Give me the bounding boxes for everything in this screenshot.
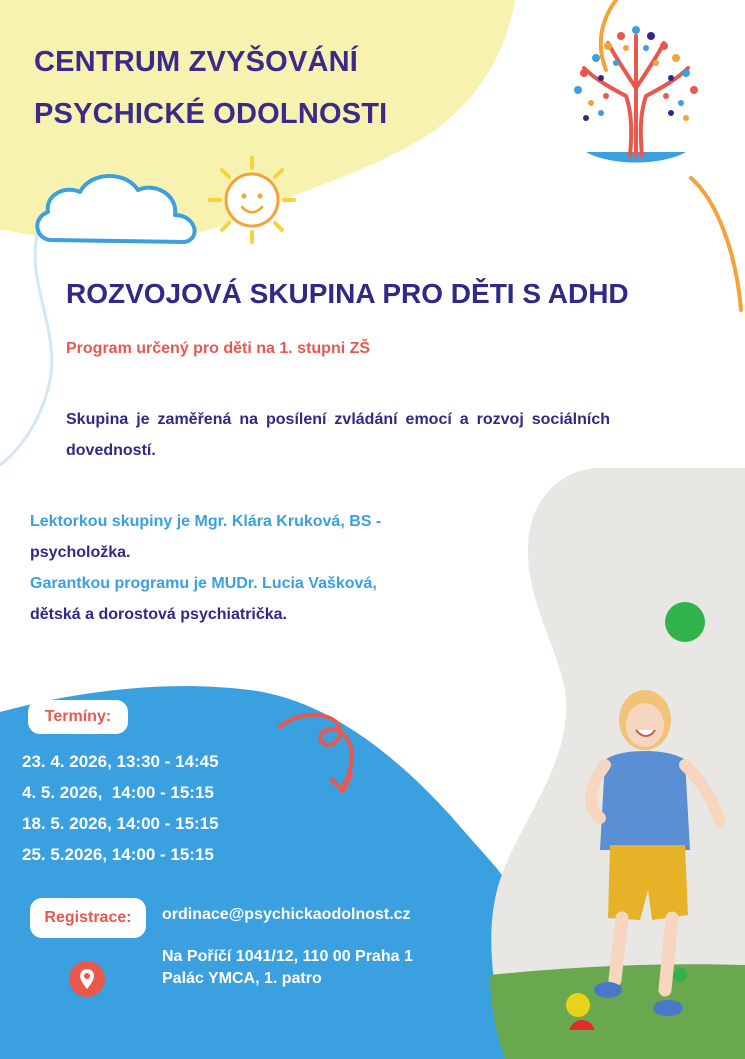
schedule-label: Termíny:: [28, 700, 128, 734]
child-shorts: [608, 845, 688, 920]
red-ball: [569, 1020, 595, 1030]
date-item: 25. 5.2026, 14:00 - 15:15: [22, 845, 214, 864]
date-item: 4. 5. 2026, 14:00 - 15:15: [22, 783, 214, 802]
org-name-line-1: CENTRUM ZVYŠOVÁNÍ: [34, 46, 359, 78]
registration-label: Registrace:: [30, 898, 146, 938]
cloud-icon: [30, 160, 215, 255]
child-photo: [560, 590, 745, 1030]
yellow-ball: [566, 993, 590, 1017]
guarantor-line-2: dětská a dorostová psychiatrička.: [30, 606, 287, 623]
address-line-2: Palác YMCA, 1. patro: [162, 970, 322, 987]
green-ball: [665, 602, 705, 642]
email-link[interactable]: ordinace@psychickaodolnost.cz: [162, 906, 411, 923]
subtitle: Program určený pro děti na 1. stupni ZŠ: [66, 340, 371, 357]
location-pin-icon: [68, 960, 106, 998]
schedule-dates: [22, 746, 219, 870]
lecturer-line-1: Lektorkou skupiny je Mgr. Klára Kruková, BS -: [30, 513, 382, 530]
tree-logo: [556, 18, 716, 176]
address-line-1: Na Poříčí 1041/12, 110 00 Praha 1: [162, 948, 413, 965]
org-name-line-2: PSYCHICKÉ ODOLNOSTI: [34, 98, 388, 130]
sun-icon: [200, 150, 305, 250]
organization-name: [34, 36, 387, 140]
date-item: 18. 5. 2026, 14:00 - 15:15: [22, 814, 219, 833]
child-shirt: [600, 751, 690, 850]
lecturer-line-2: psycholožka.: [30, 544, 131, 561]
staff-info: [30, 506, 464, 630]
page-title: ROZVOJOVÁ SKUPINA PRO DĚTI S ADHD: [66, 278, 629, 309]
date-item: 23. 4. 2026, 13:30 - 14:45: [22, 752, 219, 771]
curly-arrow-icon: [275, 705, 360, 800]
guarantor-line-1: Garantkou programu je MUDr. Lucia Vašková,: [30, 575, 377, 592]
description: Skupina je zaměřená na posílení zvládání emocí a rozvoj sociálních dovedností.: [66, 411, 610, 459]
